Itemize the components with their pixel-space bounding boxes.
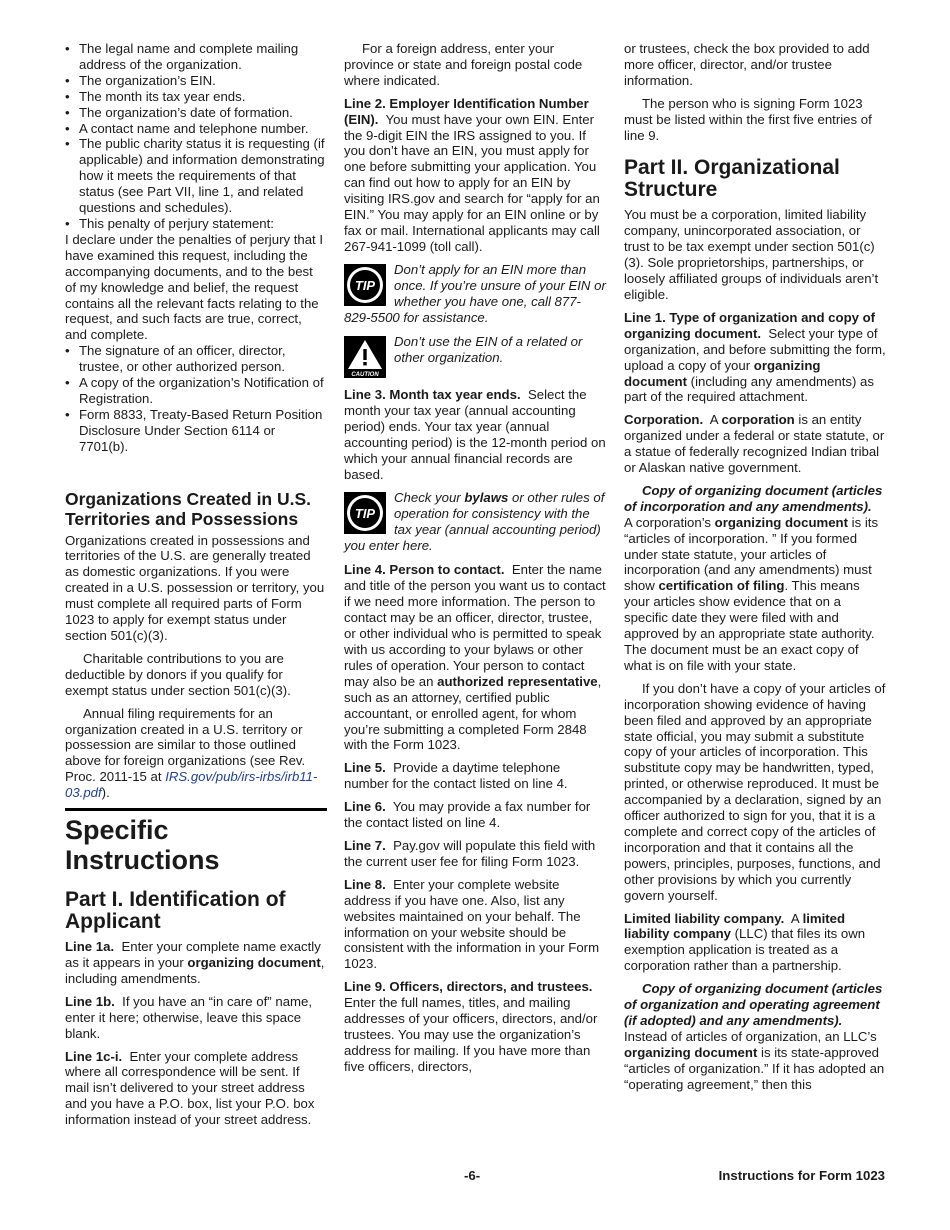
document-title: Instructions for Form 1023 bbox=[718, 1168, 885, 1183]
line-7: Line 7. Pay.gov will populate this field with the current user fee for filing Form 1023. bbox=[344, 837, 596, 869]
list-item: • A contact name and telephone number. bbox=[65, 121, 327, 137]
line-4: Line 4. Person to contact. Enter the name and title of the person you want us to contact if we need more information. The person to contact may be an officer, director, trustee, or other individual who is permitted to speak with us according to your bylaws or other rules of operation. Your person to contact may also be an authorized representative, such as an attorney, certified public accountant, or enrolled agent, for whom you’re submitting a completed Form 2848 with the Form 1023. bbox=[344, 562, 606, 753]
tip-text: Don’t apply for an EIN more than once. If you’re unsure of your EIN or whether you have one, call 877-829-5500 for assistance. bbox=[344, 261, 606, 325]
part1-heading: Part I. Identification of Applicant bbox=[65, 888, 286, 934]
corp-copy-document: Copy of organizing document (articles of incorporation and any amendments). A corporation’s organizing document is its “articles of incorporation. ” If you formed under state statute, your articles of incorporation (and any amendments) must show certification of filing. This means your articles show evidence that on a specific date they were filed with and approved by an appropriate state authority. The document must be an exact copy of what is on file with your state. bbox=[624, 482, 883, 673]
territories-paragraph: Annual filing requirements for an organization created in a U.S. territory or possession are similar to those outlined above for foreign organizations (see Rev. Proc. 2011-15 at IRS.gov/pub/irs-irbs/irb11-03.pdf). bbox=[65, 705, 318, 801]
territories-paragraph: Charitable contributions to you are deductible by donors if you qualify for exempt status under section 501(c)(3). bbox=[65, 650, 291, 698]
list-item: • This penalty of perjury statement: bbox=[65, 216, 327, 232]
line-5: Line 5. Provide a daytime telephone number for the contact listed on line 4. bbox=[344, 760, 568, 792]
list-item: • The organization’s date of formation. bbox=[65, 105, 327, 121]
line-9-continued: or trustees, check the box provided to add more officer, director, and/or trustee information. bbox=[624, 41, 870, 88]
list-item: • The public charity status it is requesting (if applicable) and information demonstrating how it meets the requirements of that status (see Part VII, line 1, and related questions and schedules). bbox=[65, 136, 327, 216]
column-2 bbox=[344, 41, 606, 1082]
svg-text:TIP: TIP bbox=[354, 277, 376, 293]
foreign-address: For a foreign address, enter your province or state and foreign postal code where indicated. bbox=[344, 41, 583, 88]
line-1c-i: Line 1c-i. Enter your complete address where all correspondence will be sent. If mail isn’t delivered to your street address and you have a P.O. box, list your P.O. box information instead of your street address. bbox=[65, 1048, 315, 1128]
irb-link[interactable]: IRS.gov/pub/irs-irbs/irb11-03.pdf bbox=[65, 769, 318, 801]
substitute-copy: If you don’t have a copy of your articles of incorporation showing evidence of having been filed and approved by an appropriate state official, you may submit a substitute copy of your articles of incorporation. This substitute copy may be handwritten, typed, printed, or otherwise reproduced. It must be accompanied by a declaration, signed by an officer authorized to sign for you, that it is a complete and correct copy of the articles of incorporation and that it contains all the powers, principles, purposes, functions, and other provisions by which you currently govern yourself. bbox=[624, 680, 886, 903]
territories-heading: Organizations Created in U.S. Territories and Possessions bbox=[65, 488, 312, 529]
corporation: Corporation. A corporation is an entity organized under a federal or state statute, or a statue of federally recognized Indian tribal or Alaskan native government. bbox=[624, 412, 885, 476]
line-6: Line 6. You may provide a fax number for the contact listed on line 4. bbox=[344, 799, 591, 831]
tip-note bbox=[344, 262, 606, 326]
llc-copy-document: Copy of organizing document (articles of organization and operating agreement (if adopted) and any amendments). Instead of articles of organization, an LLC’s organizing document is its state-approved “articles of organization.” If it has adopted an “operating agreement,” then this bbox=[624, 981, 885, 1092]
column-1 bbox=[65, 41, 327, 1135]
caution-text: Don’t use the EIN of a related or other organization. bbox=[394, 334, 583, 366]
line-1b: Line 1b. If you have an “in care of” name, enter it here; otherwise, leave this space blank. bbox=[65, 993, 313, 1041]
part2-intro: You must be a corporation, limited liability company, unincorporated association, or trust to be tax exempt under section 501(c)(3). Sole proprietorships, partnerships, or loosely affiliated groups of individuals aren’t eligible. bbox=[624, 207, 879, 302]
part2-line-1: Line 1. Type of organization and copy of organizing document. Select your type of organization, and before submitting the form, upload a copy of your organizing document (including any amendments) as part of the required attachment. bbox=[624, 309, 886, 405]
list-item: • The organization’s EIN. bbox=[65, 73, 327, 89]
line-2: Line 2. Employer Identification Number (EIN). You must have your own EIN. Enter the 9-digit EIN the IRS assigned to you. If you don’t have an EIN, you must apply for one before submitting your application. You can find out how to apply for an EIN by visiting IRS.gov and search for “apply for an EIN.” You may apply for an EIN online or by fax or mail. International applicants may call 267-941-1099 (toll call). bbox=[344, 95, 600, 254]
tip-note bbox=[344, 490, 606, 554]
line-3: Line 3. Month tax year ends. Select the month your tax year (annual accounting period) ends. Your tax year (annual accounting period) is the 12-month period on which your annual financial records are based. bbox=[344, 387, 606, 482]
caution-icon bbox=[344, 336, 386, 378]
tip-icon bbox=[344, 264, 386, 306]
perjury-statement: I declare under the penalties of perjury that I have examined this request, including the accompanying documents, and to the best of my knowledge and belief, the request contains all the relevant facts relating to the request, and such facts are true, correct, and complete. bbox=[65, 231, 324, 343]
list-item: • Form 8833, Treaty-Based Return Position Disclosure Under Section 6114 or 7701(b). bbox=[65, 407, 327, 455]
list-item: • A copy of the organization’s Notification of Registration. bbox=[65, 375, 327, 407]
line-8: Line 8. Enter your complete website address if you have one. Also, list any websites maintained on your behalf. The information on your website should be consistent with the information in your Form 1023. bbox=[344, 876, 600, 972]
part2-heading: Part II. Organizational Structure bbox=[624, 156, 840, 202]
column-3 bbox=[624, 41, 886, 1099]
line-9: Line 9. Officers, directors, and trustees. Enter the full names, titles, and mailing addresses of your officers, directors, and/or trustees. You may use the organization’s address for mailing. If you have more than five officers, directors, bbox=[344, 979, 598, 1074]
page-number: -6- bbox=[464, 1168, 481, 1183]
specific-instructions-heading: Specific Instructions bbox=[65, 808, 327, 875]
list-item: • The month its tax year ends. bbox=[65, 89, 327, 105]
signing-note: The person who is signing Form 1023 must be listed within the first five entries of line 9. bbox=[624, 95, 872, 143]
territories-paragraph: Organizations created in possessions and territories of the U.S. are generally treated as domestic organizations. If you were created in a U.S. possession or territory, you must complete all required parts of Form 1023 to apply for exempt status under section 501(c)(3). bbox=[65, 532, 325, 643]
tip-icon bbox=[344, 492, 386, 534]
list-item: • The signature of an officer, director, trustee, or other authorized person. bbox=[65, 343, 327, 375]
tip-text: Check your bylaws or other rules of operation for consistency with the tax year (annual accounting period) you enter here. bbox=[344, 489, 605, 553]
llc: Limited liability company. A limited liability company (LLC) that files its own exemption application is treated as a corporation rather than a partnership. bbox=[624, 910, 866, 974]
svg-text:TIP: TIP bbox=[354, 505, 376, 521]
list-item: • The legal name and complete mailing address of the organization. bbox=[65, 41, 327, 73]
caution-note bbox=[344, 334, 606, 378]
line-1a: Line 1a. Enter your complete name exactly as it appears in your organizing document, including amendments. bbox=[65, 939, 325, 986]
svg-text:CAUTION: CAUTION bbox=[351, 372, 379, 379]
